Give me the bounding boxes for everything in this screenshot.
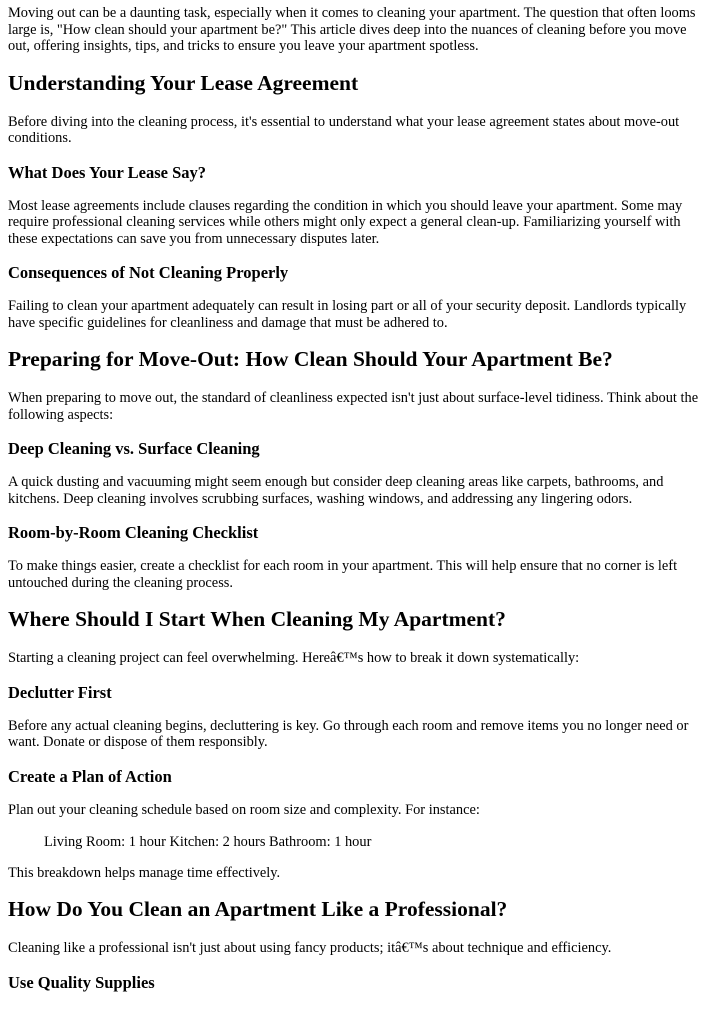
section-intro-lease: Before diving into the cleaning process, it's essential to understand what your lease agreement states about move-out conditions. (8, 113, 680, 146)
paragraph-checklist: To make things easier, create a checklist for each room in your apartment. This will help ensure that no corner is left untouched during the cleaning process. (8, 558, 678, 591)
article-intro: Moving out can be a daunting task, especially when it comes to cleaning your apartment. The question that often looms large is, "How clean should your apartment be?" This article dives deep into the nuances of cleaning before you move out, offering insights, tips, and tricks to ensure you leave your apartment spotless. (8, 5, 696, 54)
paragraph-consequences: Failing to clean your apartment adequately can result in losing part or all of your security deposit. Landlords typically have specific guidelines for cleanliness and damage that must be adhered to. (8, 298, 687, 331)
paragraph-lease-say: Most lease agreements include clauses regarding the condition in which you should leave your apartment. Some may require professional cleaning services while others might only expect a general clean-up. Familiarizing yourself with these expectations can save you from unnecessary disputes later. (8, 197, 683, 247)
paragraph-plan-after: This breakdown helps manage time effectively. (8, 864, 281, 881)
subheading-supplies: Use Quality Supplies (8, 972, 155, 992)
section-heading-start: Where Should I Start When Cleaning My Apartment? (8, 607, 506, 631)
subheading-declutter: Declutter First (8, 682, 112, 702)
article (0, 5, 720, 992)
subheading-deep-cleaning: Deep Cleaning vs. Surface Cleaning (8, 439, 260, 458)
time-breakdown-quote: Living Room: 1 hour Kitchen: 2 hours Bathroom: 1 hour (44, 834, 372, 850)
section-intro-start: Starting a cleaning project can feel overwhelming. Hereâ€™s how to break it down systematically: (8, 650, 580, 666)
section-heading-preparing: Preparing for Move-Out: How Clean Should Your Apartment Be? (8, 347, 613, 371)
section-heading-professional: How Do You Clean an Apartment Like a Professional? (8, 897, 508, 921)
subheading-lease-say: What Does Your Lease Say? (8, 162, 207, 182)
section-heading-lease: Understanding Your Lease Agreement (8, 70, 359, 95)
subheading-consequences: Consequences of Not Cleaning Properly (8, 263, 289, 282)
subheading-plan: Create a Plan of Action (8, 766, 172, 786)
paragraph-deep-cleaning: A quick dusting and vacuuming might seem enough but consider deep cleaning areas like carpets, bathrooms, and kitchens. Deep cleaning involves scrubbing surfaces, washing windows, and addressing any lingering odors. (8, 474, 664, 507)
section-intro-professional: Cleaning like a professional isn't just about using fancy products; itâ€™s about technique and efficiency. (8, 940, 612, 956)
section-intro-preparing: When preparing to move out, the standard of cleanliness expected isn't just about surface-level tidiness. Think about the following aspects: (8, 390, 699, 423)
paragraph-declutter: Before any actual cleaning begins, decluttering is key. Go through each room and remove items you no longer need or want. Donate or dispose of them responsibly. (8, 717, 689, 750)
subheading-checklist: Room-by-Room Cleaning Checklist (8, 523, 259, 542)
paragraph-plan: Plan out your cleaning schedule based on room size and complexity. For instance: (8, 801, 480, 818)
